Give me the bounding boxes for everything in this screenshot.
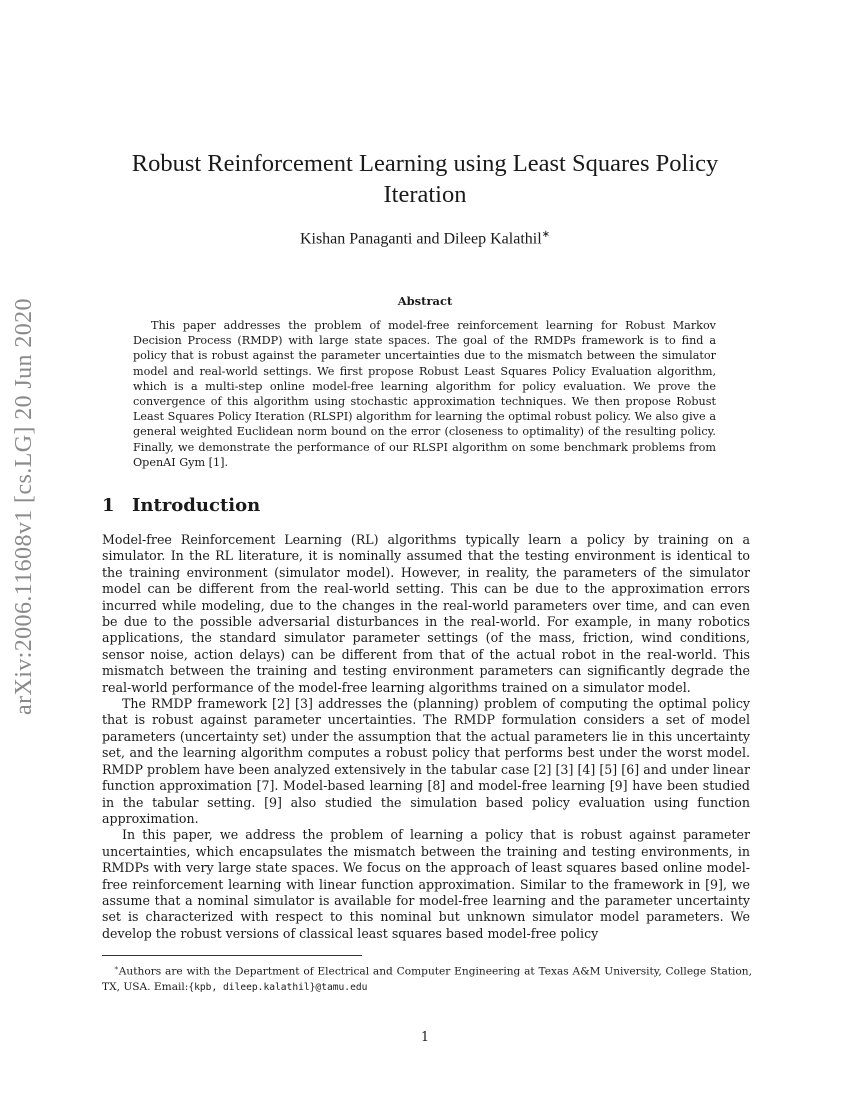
footnote (102, 961, 752, 995)
body-text (102, 532, 750, 942)
arxiv-identifier-stamp (2, 296, 46, 716)
arxiv-identifier-text: arXiv:2006.11608v1 [cs.LG] 20 Jun 2020 (10, 297, 37, 715)
paper-title: Robust Reinforcement Learning using Least Squares Policy Iteration (131, 150, 719, 208)
author-footnote-mark: ∗ (541, 229, 551, 240)
abstract-text: This paper addresses the problem of model-free reinforcement learning for Robust Markov Decision Process (RMDP) with large state spaces. The goal of the RMDPs framework is to find a policy that is robust against the parameter uncertainties due to the mismatch between the simulator model and real-world settings. We first propose Robust Least Squares Policy Evaluation algorithm, which is a multi-step online model-free learning algorithm for policy evaluation. We prove the convergence of this algorithm using stochastic approximation techniques. We then propose Robust Least Squares Policy Iteration (RLSPI) algorithm for learning the optimal robust policy. We also give a general weighted Euclidean norm bound on the error (closeness to optimality) of the resulting policy. Finally, we demonstrate the performance of our RLSPI algorithm on some benchmark problems from OpenAI Gym [1]. (133, 319, 716, 469)
footnote-text: Authors are with the Department of Electrical and Computer Engineering at Texas A&M University, College Station, TX, USA. Email: (102, 965, 752, 993)
paragraph: Model-free Reinforcement Learning (RL) algorithms typically learn a policy by training on a simulator. In the RL literature, it is nominally assumed that the testing environment is identical to the training environment (simulator model). However, in reality, the parameters of the simulator model can be different from the real-world setting. This can be due to the approximation errors incurred while modeling, due to the changes in the real-world parameters over time, and can even be due to the possible adversarial disturbances in the real-world. For example, in many robotics applications, the standard simulator parameter settings (of the mass, friction, wind conditions, sensor noise, action delays) can be different from that of the actual robot in the real-world. This mismatch between the training and testing environment parameters can significantly degrade the real-world performance of the model-free learning algorithms trained on a simulator model. (102, 532, 750, 695)
paragraph: The RMDP framework [2] [3] addresses the (planning) problem of computing the optimal policy that is robust against parameter uncertainties. The RMDP formulation considers a set of model parameters (uncertainty set) under the assumption that the actual parameters lie in this uncertainty set, and the learning algorithm computes a robust policy that performs best under the worst model. RMDP problem have been analyzed extensively in the tabular case [2] [3] [4] [5] [6] and under linear function approximation [7]. Model-based learning [8] and model-free learning [9] have been studied in the tabular setting. [9] also studied the simulation based policy evaluation using function approximation. (102, 696, 750, 826)
section-heading (102, 495, 752, 516)
paragraph: In this paper, we address the problem of learning a policy that is robust against parameter uncertainties, which encapsulates the mismatch between the training and testing environments, in RMDPs with very large state spaces. We focus on the approach of least squares based online model-free reinforcement learning with linear function approximation. Similar to the framework in [9], we assume that a nominal simulator is available for model-free learning and the parameter uncertainty set is characterized with respect to this nominal but unknown simulator model parameters. We develop the robust versions of classical least squares based model-free policy (102, 827, 750, 941)
footnote-divider (102, 955, 362, 956)
page-number: 1 (420, 1029, 429, 1044)
section-number: 1 (102, 495, 115, 516)
section-title: Introduction (132, 495, 261, 516)
author-names: Kishan Panaganti and Dileep Kalathil (299, 230, 542, 248)
footnote-email: {kpb, dileep.kalathil}@tamu.edu (188, 981, 368, 993)
footnote-mark: ∗ (114, 964, 119, 972)
author-line (90, 229, 760, 248)
abstract-heading: Abstract (397, 294, 453, 308)
